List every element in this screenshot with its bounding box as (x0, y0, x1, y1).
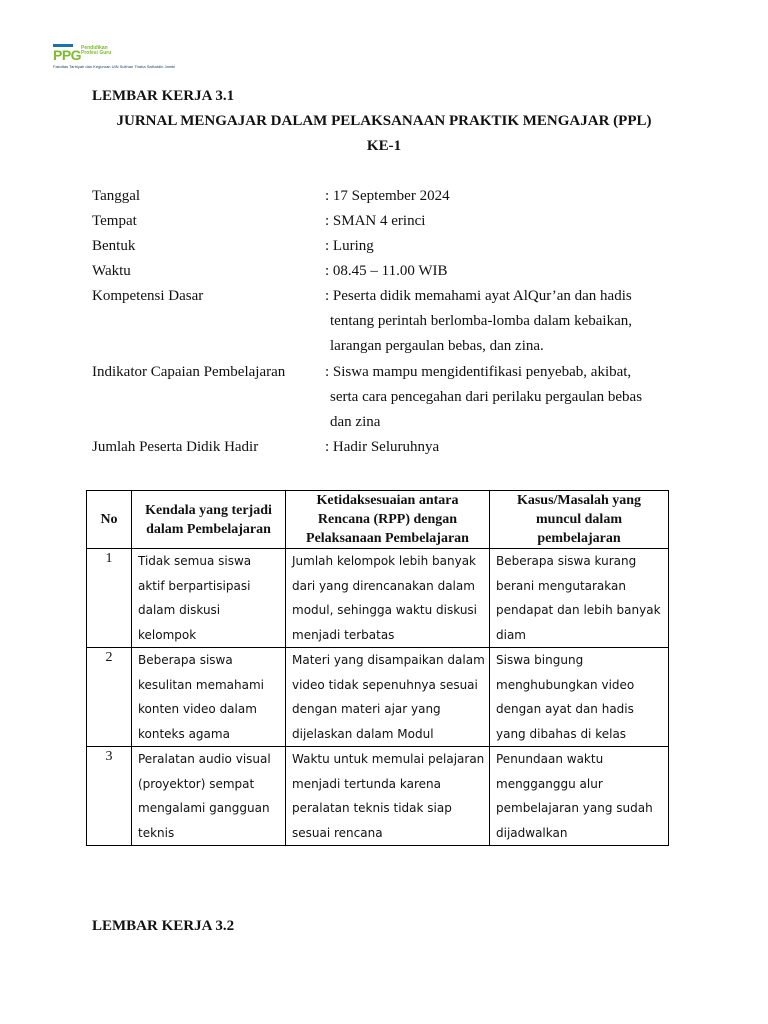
row-kendala: Beberapa siswa kesulitan memahami konten video dalam konteks agama (132, 648, 286, 747)
jumlah-label: Jumlah Peserta Didik Hadir (92, 439, 259, 455)
journal-subtitle: KE-1 (366, 138, 402, 154)
table-header-row (87, 491, 669, 549)
indikator-line-1: : Siswa mampu mengidentifikasi penyebab, akibat, (325, 364, 632, 380)
kompetensi-value (325, 284, 665, 359)
row-no: 2 (87, 648, 132, 747)
indikator-line-2: serta cara pencegahan dari perilaku pergaulan bebas (330, 389, 643, 405)
bentuk-value: : Luring (325, 238, 374, 254)
tempat-value: : SMAN 4 erinci (325, 213, 426, 229)
row-ketidaksesuaian: Jumlah kelompok lebih banyak dari yang direncanakan dalam modul, sehingga waktu diskusi menjadi terbatas (286, 549, 490, 648)
ppg-logo (50, 40, 176, 76)
kompetensi-line-2: tentang perintah berlomba-lomba dalam kebaikan, (330, 313, 632, 329)
row-kasus: Beberapa siswa kurang berani mengutarakan pendapat dan lebih banyak diam (490, 549, 669, 648)
worksheet-title: LEMBAR KERJA 3.1 (92, 88, 235, 104)
row-kendala: Tidak semua siswa aktif berpartisipasi dalam diskusi kelompok (132, 549, 286, 648)
logo-side-text: Pendidikan Profesi Guru (81, 45, 112, 56)
row-kendala: Peralatan audio visual (proyektor) sempat mengalami gangguan teknis (132, 747, 286, 846)
table-row (87, 549, 669, 648)
next-worksheet-title: LEMBAR KERJA 3.2 (92, 918, 235, 934)
logo-subtitle: Fakultas Tarbiyah dan Keguruan UIN Sulthan Thaha Saifuddin Jambi (53, 64, 176, 69)
indikator-label: Indikator Capaian Pembelajaran (92, 364, 286, 380)
row-ketidaksesuaian: Materi yang disampaikan dalam video tidak sepenuhnya sesuai dengan materi ajar yang dijelaskan dalam Modul (286, 648, 490, 747)
indikator-value (325, 360, 665, 435)
waktu-label: Waktu (92, 263, 131, 279)
jumlah-value: : Hadir Seluruhnya (325, 439, 440, 455)
tempat-label: Tempat (92, 213, 137, 229)
header-ketidaksesuaian: Ketidaksesuaian antara Rencana (RPP) dengan Pelaksanaan Pembelajaran (286, 491, 490, 549)
kompetensi-line-3: larangan pergaulan bebas, dan zina. (330, 338, 544, 354)
header-kendala: Kendala yang terjadi dalam Pembelajaran (132, 491, 286, 549)
table-row (87, 648, 669, 747)
tanggal-label: Tanggal (92, 188, 141, 204)
bentuk-label: Bentuk (92, 238, 136, 254)
row-kasus: Penundaan waktu mengganggu alur pembelajaran yang sudah dijadwalkan (490, 747, 669, 846)
row-no: 1 (87, 549, 132, 648)
header-no: No (87, 491, 132, 549)
row-ketidaksesuaian: Waktu untuk memulai pelajaran menjadi tertunda karena peralatan teknis tidak siap sesuai rencana (286, 747, 490, 846)
journal-title: JURNAL MENGAJAR DALAM PELAKSANAAN PRAKTIK MENGAJAR (PPL) (116, 113, 652, 129)
tanggal-value: : 17 September 2024 (325, 188, 450, 204)
kompetensi-label: Kompetensi Dasar (92, 288, 204, 304)
row-kasus: Siswa bingung menghubungkan video dengan ayat dan hadis yang dibahas di kelas (490, 648, 669, 747)
waktu-value: : 08.45 – 11.00 WIB (325, 263, 448, 279)
header-kasus: Kasus/Masalah yang muncul dalam pembelajaran (490, 491, 669, 549)
table-row (87, 747, 669, 846)
logo-acronym: PPG (53, 47, 82, 63)
journal-table (86, 490, 669, 846)
row-no: 3 (87, 747, 132, 846)
indikator-line-3: dan zina (330, 414, 381, 430)
kompetensi-line-1: : Peserta didik memahami ayat AlQur’an dan hadis (325, 288, 632, 304)
